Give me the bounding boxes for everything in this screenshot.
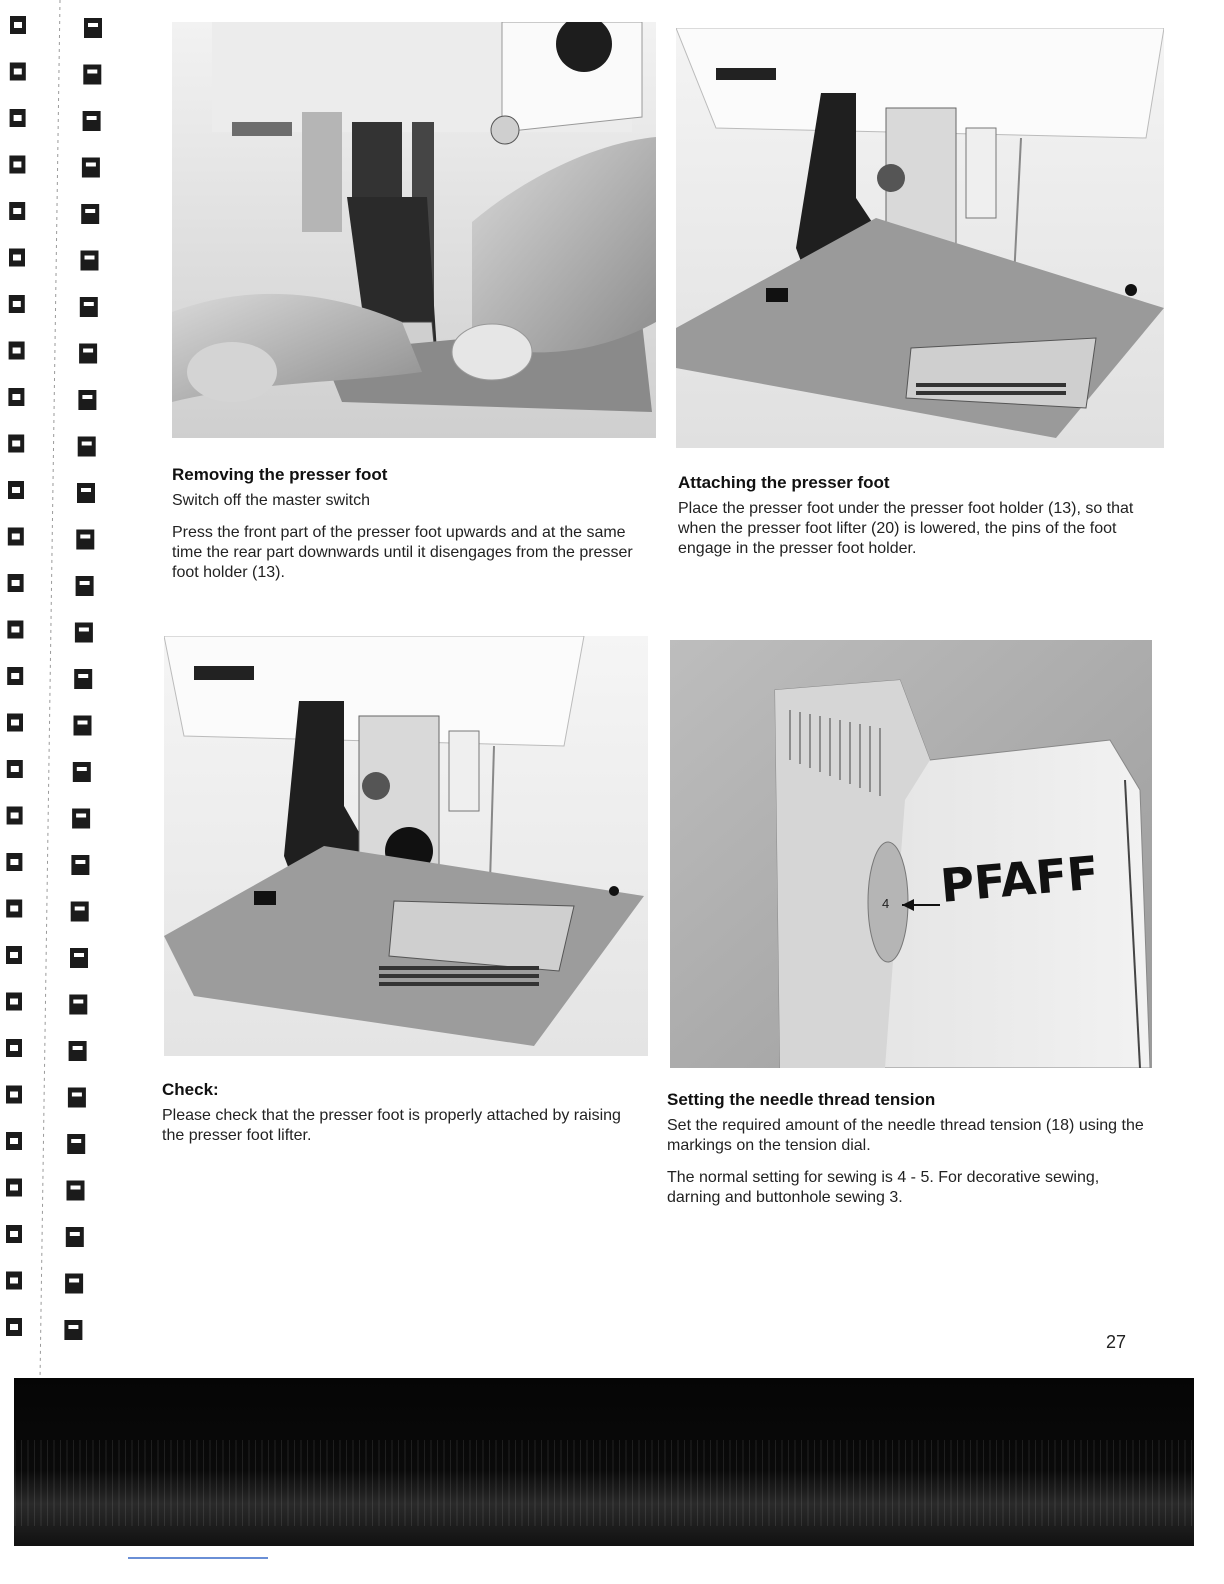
spiral-coil	[6, 1179, 85, 1201]
spiral-coil	[8, 435, 96, 457]
section-tension	[667, 1090, 1152, 1220]
photo-check-presser-foot	[164, 636, 648, 1056]
spiral-coil	[6, 1132, 85, 1154]
spiral-spine	[40, 0, 60, 1380]
tension-step-2: The normal setting for sewing is 4 - 5. For decorative sewing, darning and buttonhole sewing 3.	[667, 1169, 1100, 1206]
spiral-coil	[6, 993, 87, 1015]
spiral-coil	[9, 342, 98, 364]
spiral-coil	[9, 202, 99, 224]
heading-tension: Setting the needle thread tension	[667, 1090, 936, 1109]
removing-step-1: Switch off the master switch	[172, 492, 370, 509]
tension-dial-number: 4	[882, 896, 890, 911]
tension-step-1: Set the required amount of the needle thread tension (18) using the markings on the tension dial.	[667, 1117, 1144, 1154]
spiral-coil	[8, 481, 95, 503]
spiral-coil	[6, 1318, 82, 1340]
heading-attaching: Attaching the presser foot	[678, 473, 890, 492]
scan-noise	[14, 1440, 1194, 1526]
section-attaching	[678, 473, 1158, 571]
spiral-coil	[6, 946, 88, 968]
section-removing	[172, 465, 647, 595]
spiral-coil	[10, 109, 101, 131]
spiral-coil	[7, 621, 93, 643]
spiral-binding	[0, 0, 110, 1380]
footer-line	[128, 1557, 268, 1559]
spiral-coil	[9, 156, 100, 178]
spiral-coil	[8, 388, 96, 410]
photo-attaching-presser-foot	[676, 28, 1164, 448]
spiral-coil	[8, 574, 94, 596]
heading-check: Check:	[162, 1080, 219, 1099]
removing-step-2: Press the front part of the presser foot upwards and at the same time the rear part downwards until it disengages from the presser foot holder (13).	[172, 524, 633, 581]
photo-tension-dial	[670, 640, 1152, 1068]
spiral-coil	[6, 1272, 83, 1294]
spiral-coil	[10, 16, 102, 38]
section-check	[162, 1080, 632, 1158]
heading-removing: Removing the presser foot	[172, 465, 388, 484]
spiral-coil	[7, 667, 92, 689]
spiral-coil	[6, 1225, 84, 1247]
spiral-coil	[9, 249, 99, 271]
spiral-coil	[8, 528, 95, 550]
spiral-coil	[10, 63, 102, 85]
photo-removing-presser-foot	[172, 22, 656, 438]
spiral-coil	[6, 1086, 86, 1108]
page-number: 27	[1106, 1332, 1127, 1352]
scan-bottom-edge	[14, 1378, 1194, 1546]
attaching-step-1: Place the presser foot under the presser foot holder (13), so that when the presser foot lifter (20) is lowered, the pins of the foot engage in the presser foot holder.	[678, 500, 1134, 557]
check-text: Please check that the presser foot is properly attached by raising the presser foot lifter.	[162, 1107, 621, 1144]
pfaff-logo: PFAFF	[938, 845, 1101, 913]
spiral-coil	[6, 1039, 87, 1061]
spiral-coil	[6, 900, 89, 922]
spiral-coil	[9, 295, 98, 317]
spiral-coil	[7, 807, 91, 829]
